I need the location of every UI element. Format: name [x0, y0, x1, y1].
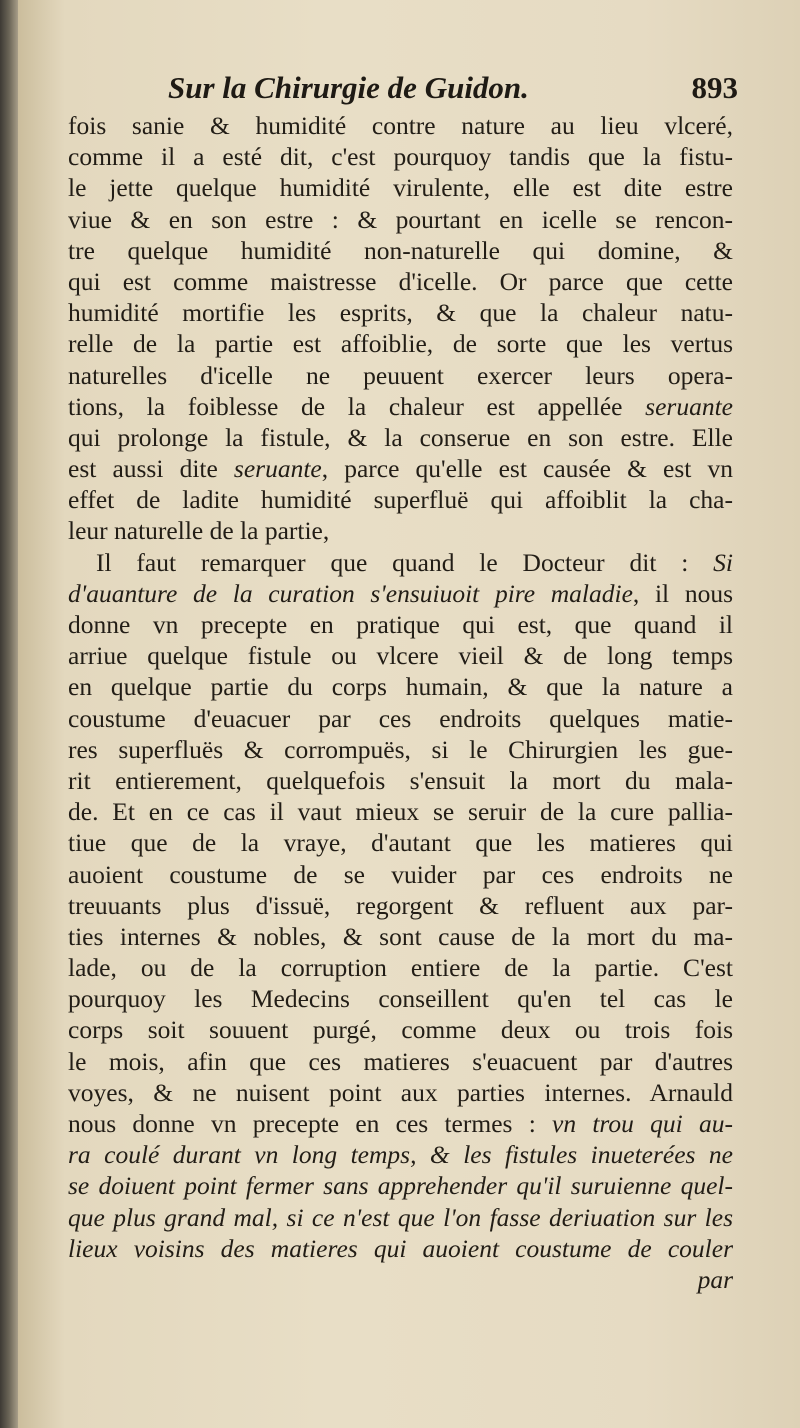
line-text: res superfluës & corrompuës, si le Chirurgien les gue- [68, 734, 733, 764]
italic-text: lieux voisins des matieres qui auoient coustume de couler [68, 1233, 733, 1263]
text-line [68, 671, 733, 702]
line-text: le mois, afin que ces matieres s'euacuent par d'autres [68, 1046, 733, 1076]
line-text: , parce qu'elle est causée & est vn [321, 454, 733, 484]
line-text: leur naturelle de la partie, [68, 516, 330, 546]
text-line [68, 1108, 733, 1139]
text-line [68, 1170, 733, 1201]
line-text: lade, ou de la corruption entiere de la partie. C'est [68, 953, 733, 983]
line-text: Il faut remarquer que quand le Docteur dit : [96, 547, 714, 577]
text-line [68, 1233, 733, 1264]
line-text: tre quelque humidité non-naturelle qui domine, & [68, 235, 733, 265]
text-line [68, 983, 733, 1014]
text-line [68, 578, 733, 609]
line-text: arriue quelque fistule ou vlcere vieil & de long temps [68, 641, 733, 671]
text-line [68, 204, 733, 235]
line-text: tions, la foiblesse de la chaleur est appellée [68, 391, 646, 421]
text-line [68, 952, 733, 983]
line-text: corps soit souuent purgé, comme deux ou trois fois [68, 1015, 733, 1045]
text-line [68, 890, 733, 921]
line-text: naturelles d'icelle ne peuuent exercer leurs opera- [68, 360, 733, 390]
text-line [68, 1046, 733, 1077]
text-line [68, 172, 733, 203]
text-line [68, 703, 733, 734]
text-line [68, 547, 733, 578]
line-text: , il nous [632, 578, 733, 608]
text-line [68, 515, 733, 546]
line-text: fois sanie & humidité contre nature au lieu vlceré, [68, 111, 733, 140]
text-line [68, 391, 733, 422]
text-line [68, 765, 733, 796]
text-line [68, 484, 733, 515]
line-text: humidité mortifie les esprits, & que la chaleur natu- [68, 298, 733, 328]
page-number: 893 [691, 70, 738, 105]
line-text: voyes, & ne nuisent point aux parties internes. Arnauld [68, 1077, 733, 1107]
running-title: Sur la Chirurgie de Guidon. [168, 70, 529, 105]
line-text: effet de ladite humidité superfluë qui affoiblit la cha- [68, 485, 733, 515]
italic-text: Si [713, 547, 733, 577]
line-text: est aussi dite [68, 454, 234, 484]
line-text: pourquoy les Medecins conseillent qu'en tel cas le [68, 984, 733, 1014]
line-text: de. Et en ce cas il vaut mieux se seruir de la cure pallia- [68, 797, 733, 827]
text-line [68, 827, 733, 858]
line-text: ties internes & nobles, & sont cause de la mort du ma- [68, 921, 733, 951]
body-text [68, 110, 733, 1295]
text-line [68, 360, 733, 391]
italic-text: se doiuent point fermer sans apprehender qu'il suruienne quel- [68, 1171, 733, 1201]
text-line [68, 859, 733, 890]
text-line [68, 297, 733, 328]
italic-text: seruante [645, 391, 733, 421]
book-page [18, 0, 800, 1428]
text-line [68, 266, 733, 297]
line-text: comme il a esté dit, c'est pourquoy tandis que la fistu- [68, 142, 733, 172]
text-line [68, 422, 733, 453]
line-text: nous donne vn precepte en ces termes : [68, 1109, 553, 1138]
text-line [68, 640, 733, 671]
text-line [68, 1139, 733, 1170]
italic-text: vn trou qui au- [552, 1109, 733, 1138]
line-text: en quelque partie du corps humain, & que la nature a [68, 672, 733, 702]
line-text: donne vn precepte en pratique qui est, que quand il [68, 610, 733, 639]
text-line [68, 796, 733, 827]
line-text: coustume d'euacuer par ces endroits quelques matie- [68, 703, 733, 733]
line-text: qui prolonge la fistule, & la conserue en son estre. Elle [68, 422, 733, 452]
line-text: tiue que de la vraye, d'autant que les matieres qui [68, 828, 733, 858]
italic-text: seruante [233, 454, 322, 484]
line-text: treuuants plus d'issuë, regorgent & refluent aux par- [68, 890, 733, 920]
line-text: qui est comme maistresse d'icelle. Or parce que cette [68, 266, 733, 296]
text-line [68, 1264, 733, 1295]
line-text: auoient coustume de se vuider par ces endroits ne [68, 859, 733, 889]
line-text: rit entierement, quelquefois s'ensuit la mort du mala- [68, 765, 733, 795]
text-line [68, 110, 733, 141]
italic-text: ra coulé durant vn long temps, & les fistules inueterées ne [68, 1140, 733, 1170]
italic-text: d'auanture de la curation s'ensuiuoit pire maladie [68, 578, 633, 608]
line-text: viue & en son estre : & pourtant en icelle se rencon- [68, 204, 733, 234]
text-line [68, 1077, 733, 1108]
line-text: relle de la partie est affoiblie, de sorte que les vertus [68, 329, 733, 359]
italic-text: par [697, 1264, 733, 1294]
text-line [68, 1014, 733, 1045]
text-line [68, 453, 733, 484]
text-line [68, 609, 733, 640]
text-line [68, 328, 733, 359]
book-gutter [0, 0, 18, 1428]
text-line [68, 1202, 733, 1233]
text-line [68, 734, 733, 765]
line-text: le jette quelque humidité virulente, elle est dite estre [68, 173, 733, 203]
text-line [68, 141, 733, 172]
text-line [68, 921, 733, 952]
italic-text: que plus grand mal, si ce n'est que l'on fasse deriuation sur les [68, 1202, 733, 1232]
text-line [68, 235, 733, 266]
page-header [148, 70, 748, 114]
